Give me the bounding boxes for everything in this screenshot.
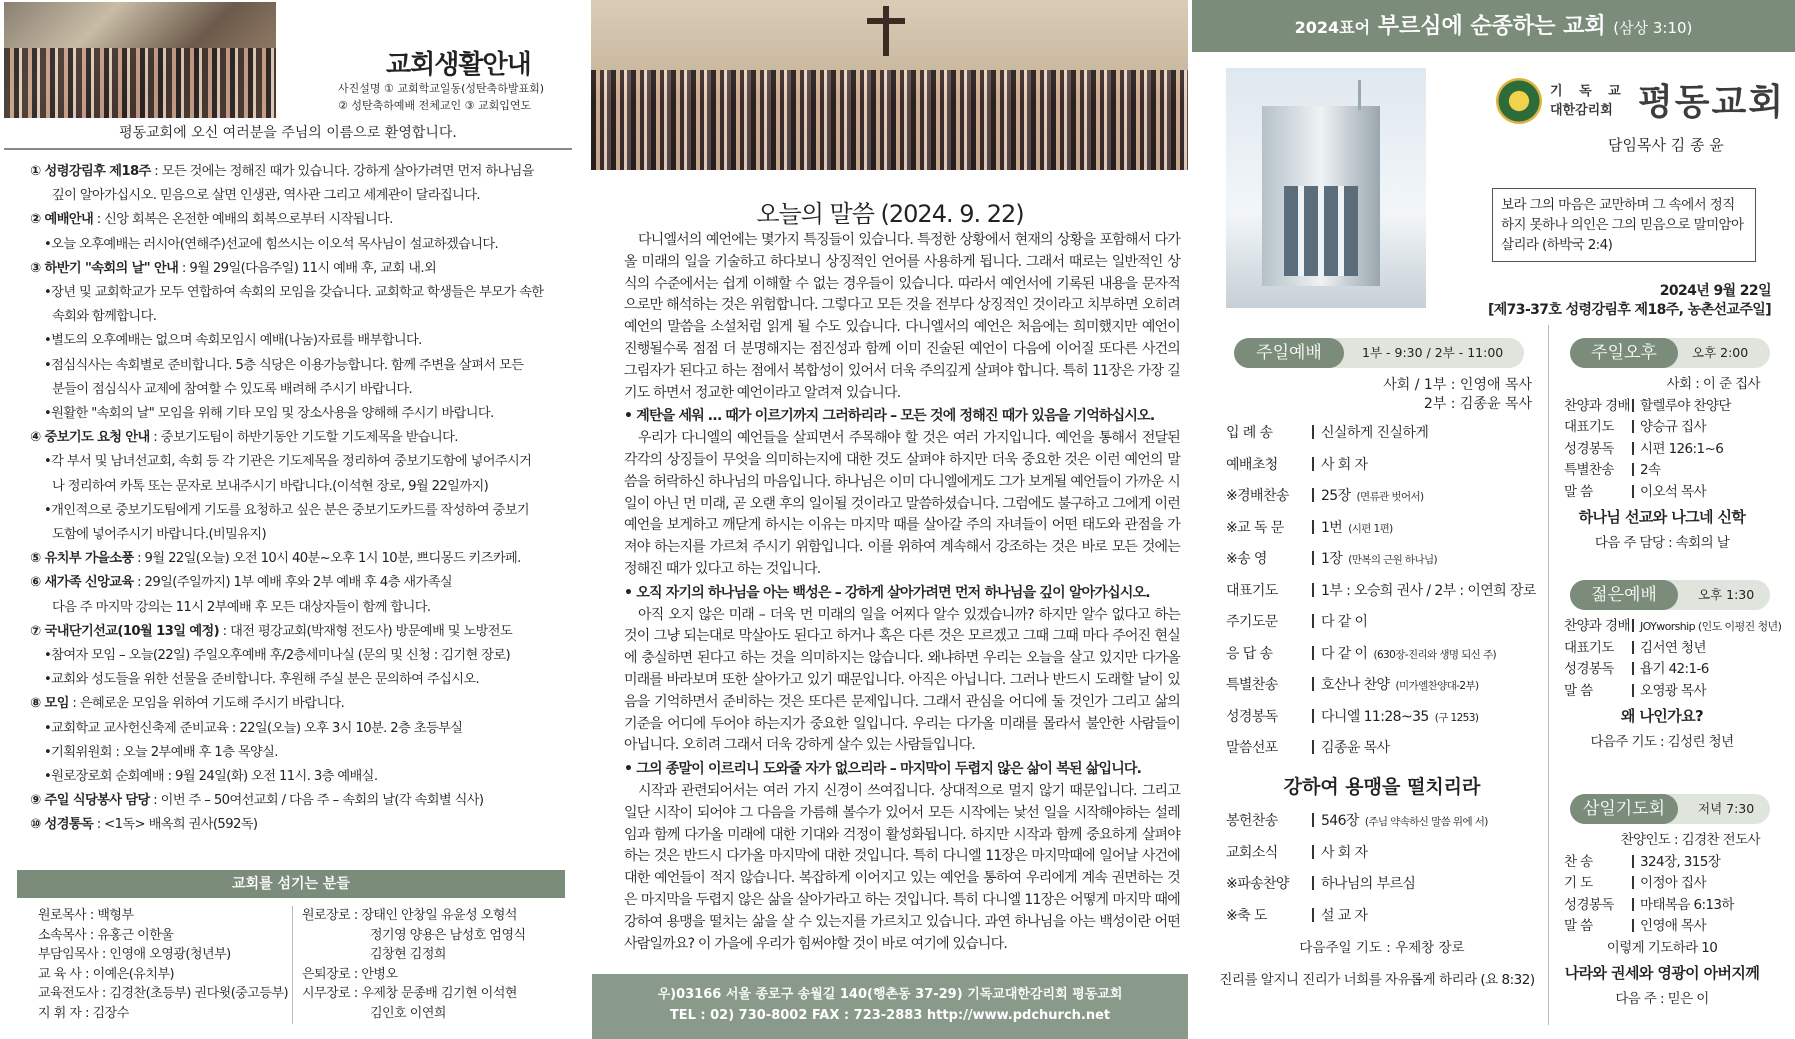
order-value: 오영광 목사 — [1640, 682, 1706, 699]
announcement-heading: ④ 중보기도 요청 안내 — [30, 430, 150, 446]
announcement-line — [30, 329, 570, 353]
order-row — [1564, 681, 1781, 703]
order-label: ※교 독 문 — [1226, 519, 1284, 536]
order-label: 기 도 — [1564, 875, 1593, 891]
order-label: 봉헌찬송 — [1226, 813, 1278, 829]
order-value: 다니엘 11:28~35 — [1321, 708, 1429, 725]
announcement-text: •각 부서 및 남녀선교회, 속회 등 각 기관은 기도제목을 정리하여 중보기도함에 넣어주시거 — [44, 454, 532, 470]
order-row — [1564, 852, 1760, 874]
announcement-text: •점심식사는 속회별로 준비합니다. 5층 식당은 이용가능합니다. 함께 주변을 살펴서 모든 — [44, 357, 524, 373]
announcement-list — [30, 160, 570, 838]
announcement-text: 분들이 점심식사 교제에 참여할 수 있도록 배려해 주시기 바랍니다. — [52, 381, 413, 397]
order-value: 시편 126:1~6 — [1640, 440, 1724, 457]
announcement-text: 도함에 넣어주시기 바랍니다.(비밀유지) — [52, 527, 267, 543]
announcement-heading: ⑩ 성경통독 — [30, 817, 94, 833]
order-value: 설 교 자 — [1321, 907, 1368, 924]
announcement-text: •별도의 오후예배는 없으며 속회모임시 예배(나눔)자료를 배부합니다. — [44, 333, 422, 349]
order-label: 성경봉독 — [1226, 708, 1278, 725]
denomination: 기 독 교 대한감리회 — [1550, 84, 1627, 118]
church-name: 평동교회 — [1638, 82, 1786, 123]
announcement-text: •교회와 성도들을 위한 선물을 준비합니다. 후원해 주실 분은 문의하여 주십시오. — [44, 672, 480, 688]
order-label: ※경배찬송 — [1226, 488, 1289, 504]
order-label: 대표기도 — [1564, 419, 1614, 435]
youth-order — [1564, 616, 1781, 753]
divider-bar — [1312, 425, 1314, 439]
staff-list-right — [302, 906, 526, 1023]
divider-bar — [1632, 619, 1634, 632]
order-row — [1226, 702, 1536, 734]
staff-section-header: 교회를 섬기는 분들 — [17, 870, 565, 898]
staff-line: 원로목사 : 백형부 — [38, 908, 134, 923]
sunday-hosts: 사회 / 1부 : 인영애 목사 2부 : 김종윤 목사 — [1383, 377, 1532, 412]
afternoon-service-header: 주일오후 오후 2:00 — [1570, 338, 1770, 368]
contact-line: TEL : 02) 730-8002 FAX : 723-2883 http://www.pdchurch.net — [669, 1008, 1111, 1023]
announcement-line — [30, 620, 570, 644]
service-sermon-title: 왜 나인가요? — [1620, 707, 1704, 725]
afternoon-order — [1564, 374, 1760, 554]
church-building-image — [1226, 68, 1426, 308]
closing-verse: 진리를 알지니 진리가 너희를 자유롭게 하리라 (요 8:32) — [1219, 972, 1535, 988]
divider — [1548, 325, 1549, 1025]
order-row — [1226, 544, 1536, 576]
order-row — [1226, 838, 1488, 870]
order-label: 말 씀 — [1564, 682, 1593, 699]
motto-bar: 2024표어 부르심에 순종하는 교회 (삼상 3:10) — [1192, 0, 1795, 52]
order-row — [1226, 576, 1536, 608]
order-note: (구 1253) — [1434, 711, 1479, 724]
verse-box: 보라 그의 마음은 교만하며 그 속에서 정직하지 못하나 의인은 그의 믿음으로 말미암아 살리라 (하박국 2:4) — [1492, 188, 1756, 262]
announcement-line — [30, 233, 570, 257]
sermon-series: 이렇게 기도하라 10 — [1606, 939, 1718, 956]
order-label: 찬양과 경배 — [1564, 618, 1630, 634]
announcement-line — [30, 813, 570, 837]
sermon-heading: 강하여 용맹을 떨치리라 — [1283, 776, 1481, 798]
divider-bar — [1632, 855, 1634, 868]
order-row — [1564, 439, 1760, 461]
order-value: 25장 — [1321, 488, 1351, 504]
divider-bar — [1312, 457, 1314, 471]
order-value: 사 회 자 — [1321, 844, 1368, 861]
announcement-line — [30, 305, 570, 329]
order-row — [1564, 482, 1760, 504]
order-label: 성경봉독 — [1564, 896, 1614, 913]
divider-bar — [1312, 845, 1314, 859]
order-value: 이정아 집사 — [1640, 875, 1706, 891]
announcement-text: •교회학교 교사헌신축제 준비교육 : 22일(오늘) 오후 3시 10분. 2층 초등부실 — [44, 720, 463, 736]
divider-bar — [1312, 583, 1314, 597]
order-value: 양승규 집사 — [1640, 419, 1706, 435]
staff-line: 소속목사 : 유홍근 이한울 — [38, 927, 174, 943]
staff-line: 교 육 사 : 이예은(유치부) — [38, 966, 175, 982]
order-value: 324장, 315장 — [1640, 853, 1721, 870]
divider-bar — [1632, 876, 1634, 889]
group-photo-small — [4, 2, 276, 118]
announcement-text: : 신앙 회복은 온전한 예배의 회복으로부터 시작됩니다. — [93, 212, 393, 228]
announcement-heading: ⑨ 주일 식당봉사 담당 — [30, 793, 150, 809]
order-row — [1564, 616, 1781, 638]
announcement-line — [30, 402, 570, 426]
order-label: 말 씀 — [1564, 918, 1593, 934]
announcement-line — [30, 475, 570, 499]
order-label: 교회소식 — [1226, 844, 1278, 861]
announcement-text: •기획위원회 : 오늘 2부예배 후 1층 목양실. — [44, 744, 278, 760]
announcement-heading: ⑥ 새가족 신앙교육 — [30, 575, 134, 591]
order-row — [1226, 806, 1488, 838]
order-row — [1226, 869, 1488, 901]
next-prayer: 다음주일 기도 : 우제창 장로 — [1299, 940, 1465, 956]
order-value: 할렐루야 찬양단 — [1640, 397, 1731, 414]
order-row — [1226, 733, 1536, 765]
announcement-line — [30, 571, 570, 595]
announcement-text: : 모든 것에는 정해진 때가 있습니다. 강하게 살아가려면 먼저 하나님을 — [150, 164, 534, 179]
divider-bar — [1312, 614, 1314, 628]
sermon-subheading: • 계탄을 세워 … 때가 이르기까지 그러하리라 – 모든 것에 정해진 때가 있음을 기억하십시오. — [624, 408, 1155, 425]
order-label: 응 답 송 — [1226, 645, 1273, 662]
sermon-text — [624, 230, 1180, 955]
announcement-line — [30, 717, 570, 741]
order-label: 특별찬송 — [1226, 677, 1278, 693]
divider-bar — [1312, 908, 1314, 922]
order-value: 1장 — [1321, 551, 1343, 567]
announcement-text: •개인적으로 중보기도팀에게 기도를 요청하고 싶은 분은 중보기도카드를 작성하여 중보기 — [44, 502, 530, 518]
order-note: (630장-진리와 생명 되신 주) — [1373, 648, 1497, 661]
divider-bar — [1312, 813, 1314, 827]
order-label: 성경봉독 — [1564, 440, 1614, 457]
announcement-line — [30, 596, 570, 620]
order-note: (면류관 벗어서) — [1356, 491, 1424, 503]
panel-church-life — [0, 0, 580, 1039]
announcement-text: •원활한 "속회의 날" 모임을 위해 기타 모임 및 장소사용을 양해해 주시기 바랍니다. — [44, 406, 494, 422]
announcement-line — [30, 160, 570, 184]
panel-worship-order — [1192, 0, 1795, 1039]
order-value: 마태복음 6:13하 — [1640, 896, 1734, 913]
service-host: 찬양인도 : 김경찬 전도사 — [1620, 832, 1760, 848]
divider-bar — [1632, 898, 1634, 911]
order-row — [1564, 916, 1760, 938]
order-value: JOYworship (인도 이평진 청년) — [1640, 620, 1782, 633]
wednesday-order — [1564, 830, 1760, 1010]
staff-line: 교육전도사 : 김경찬(초등부) 권다윗(중고등부) — [38, 986, 289, 1001]
announcement-text: : <1독> 배옥희 권사(592독) — [93, 817, 258, 833]
divider-bar — [1312, 677, 1314, 691]
staff-line: 시무장로 : 우제창 문종배 김기현 이석현 — [302, 986, 517, 1001]
order-row — [1226, 607, 1536, 639]
announcement-line — [30, 547, 570, 571]
divider-bar — [1632, 463, 1634, 476]
order-value: 김종윤 목사 — [1321, 740, 1390, 756]
announcement-text: : 대전 평강교회(박재형 전도사) 방문예배 및 노방전도 — [219, 623, 513, 639]
announcement-text: : 29일(주일까지) 1부 예배 후와 2부 예배 후 4층 새가족실 — [133, 575, 452, 591]
announcement-heading: ③ 하반기 "속회의 날" 안내 — [30, 260, 179, 276]
staff-line: 정기영 양용은 남성호 엄영식 — [370, 927, 526, 943]
sunday-order-closing — [1226, 806, 1488, 932]
announcement-text: •참여자 모임 – 오늘(22일) 주일오후예배 후/2층세미나실 (문의 및 신청 : 김기현 장로) — [44, 648, 511, 664]
order-row — [1564, 396, 1760, 418]
order-label: 예배초청 — [1226, 456, 1278, 473]
announcement-text: : 이번 주 – 50여선교회 / 다음 주 – 속회의 날(각 속회별 식사) — [149, 793, 484, 809]
order-row — [1226, 450, 1536, 482]
announcement-line — [30, 450, 570, 474]
announcement-text: 다음 주 마지막 강의는 11시 2부예배 후 모든 대상자들이 함께 합니다. — [52, 599, 431, 615]
announcement-text: : 9월 29일(다음주일) 11시 예배 후, 교회 내.외 — [178, 260, 437, 276]
panel-sermon — [588, 0, 1192, 1039]
divider-bar — [1312, 876, 1314, 890]
order-label: 말 씀 — [1564, 483, 1593, 500]
divider-bar — [1632, 684, 1634, 697]
next-duty: 다음 주 담당 : 속회의 날 — [1594, 534, 1730, 551]
methodist-logo-icon — [1496, 78, 1542, 124]
divider-bar — [1632, 399, 1634, 412]
staff-line: 김인호 이연희 — [370, 1005, 446, 1021]
order-row — [1226, 513, 1536, 545]
announcement-text: 깊이 알아가십시오. 믿음으로 살면 인생관, 역사관 그리고 세계관이 달라집니다. — [52, 188, 480, 204]
order-value: 이오석 목사 — [1640, 483, 1706, 500]
announcement-line — [30, 354, 570, 378]
service-sermon-title: 나라와 권세와 영광이 아버지께 — [1564, 964, 1760, 982]
announcement-line — [30, 208, 570, 232]
announcement-heading: ⑧ 모임 — [30, 696, 69, 712]
next-duty: 다음주 기도 : 김성린 청년 — [1590, 733, 1734, 750]
wednesday-prayer-header: 삼일기도회 저녁 7:30 — [1570, 794, 1770, 824]
order-note: (만복의 근원 하나님) — [1348, 554, 1438, 566]
announcement-text: : 은혜로운 모임을 위하여 기도해 주시기 바랍니다. — [68, 696, 345, 712]
announcement-line — [30, 378, 570, 402]
order-value: 1부 : 오승희 권사 / 2부 : 이연희 장로 — [1321, 582, 1536, 599]
sermon-subheading: • 오직 자기의 하나님을 아는 백성은 – 강하게 살아가려면 먼저 하나님을 깊이 알아가십시오. — [624, 584, 1150, 601]
order-value: 546장 — [1321, 813, 1359, 829]
order-row — [1564, 460, 1760, 482]
staff-list-left — [38, 906, 288, 1023]
staff-line: 원로장로 : 장태인 안창일 유윤성 오형석 — [302, 908, 517, 923]
announcement-line — [30, 281, 570, 305]
order-value: 2속 — [1640, 462, 1661, 478]
church-address-footer — [592, 974, 1188, 1039]
sermon-paragraph: 다니엘서의 예언에는 몇가지 특징들이 있습니다. 특정한 상황에서 현재의 상황을 포함해서 다가올 미래의 일을 기술하고 하다보니 상징적인 언어를 사용하게 됩니다. 그래서 때로는 일반적인 상식의 수준에서는 쉽게 이해할 수 없는 경우들이 있습니다. 따라서 예언서에 기록된 내용을 문자적으로만 해석하는 것은 위험합니다. 그렇다고 모든 것을 전부다 상징적인 것이라고 치부하면 오히려 예언의 말씀을 소설처럼 읽게 될 수도 있습니다. 다니엘서의 예언은 처음에는 희미했지만 예언이 진행될수록 점점 더 분명해지는 점진성과 함께 이미 진술된 예언이 다음에 이어질 또다른 사건의 그림자가 된다고 하는 점에서 복합성이 있어서 더욱 주의깊게 살펴야 합니다. 특히 11장은 가장 길기도 하면서 정교한 예언이라고 알려져 있습니다. — [624, 232, 1180, 401]
sermon-subheading: • 그의 종말이 이르리니 도와줄 자가 없으리라 – 마지막이 두렵지 않은 삶이 복된 삶입니다. — [624, 761, 1142, 778]
order-value: 다 같 이 — [1321, 614, 1368, 630]
announcement-line — [30, 184, 570, 208]
order-label: ※파송찬양 — [1226, 876, 1289, 892]
announcement-text: •원로장로회 순회예배 : 9월 24일(화) 오전 11시. 3층 예배실. — [44, 769, 378, 785]
order-label: 특별찬송 — [1564, 462, 1614, 478]
announcement-text: 나 정리하여 카톡 또는 문자로 보내주시기 바랍니다.(이석현 장로, 9월 22일까지) — [52, 478, 489, 494]
announcement-line — [30, 765, 570, 789]
divider-bar — [1312, 488, 1314, 502]
order-note: (미가엘찬양대-2부) — [1395, 680, 1479, 692]
order-value: 인영애 목사 — [1640, 918, 1706, 934]
announcement-text: : 중보기도팀이 하반기동안 기도할 기도제목을 받습니다. — [149, 430, 458, 446]
sermon-title: 오늘의 말씀 (2024. 9. 22) — [756, 200, 1024, 228]
announcement-line — [30, 789, 570, 813]
order-value: 신실하게 진실하게 — [1321, 425, 1429, 441]
order-row — [1564, 873, 1760, 895]
sermon-paragraph: 우리가 다니엘의 예언들을 살피면서 주목해야 할 것은 여러 가지입니다. 예언을 통해서 전달된 각각의 상징들이 무엇을 의미하는지에 대한 것도 살펴야 하지만 더욱 중요한 것은 이런 예언의 말씀을 허락하신 하나님의 마음입니다. 하나님은 이미 다니엘에게도 그가 보게될 예언들이 가까운 시일이 아닌 먼 미래, 곧 오랜 후의 일이될 것이라고 말씀하셨습니다. 그럼에도 불구하고 그에게 이런 예언을 보게하고 깨닫게 하시는 이유는 마지막 때를 살아갈 주의 자녀들이 어떤 태도와 관점을 가져야 하는지를 가르쳐 주시기 위함입니다. 이를 위하여 계속해서 강조하는 것은 바로 모든 것에는 정해진 때가 있다고 하는 것입니다. — [624, 430, 1180, 577]
divider-bar — [1312, 646, 1314, 660]
sermon-paragraph: 아직 오지 않은 미래 – 더욱 먼 미래의 일을 어찌다 알수 있겠습니까? 하지만 알수 없다고 하는 것이 그냥 되는대로 막살아도 된다고 하거나 혹은 다른 것은 모르겠고 그때 그때 마다 주어진 현실에 충실하면 된다고 하는 것을 의미하지는 않습니다. 왜냐하면 우리는 오늘을 살고 있지만 다가올 미래를 바라보며 또한 살아가고 있기 때문입니다. 아직은 아닙니다. 그러나 반드시 도래할 날이 있음을 기억하면서 준비하는 것은 또다른 문제입니다. 그래서 관심을 어디에 둘 것인가 그리고 삶의 기준을 어디에 두어야 하는지가 중요한 일입니다. 우리는 다가올 미래를 몰라서 불안한 사람들이 아닙니다. 오히려 그래서 더욱 강하게 살수 있는 사람들입니다. — [624, 606, 1180, 754]
order-note: (주님 약속하신 말씀 위에 서) — [1364, 816, 1488, 828]
divider-bar — [1312, 709, 1314, 723]
announcement-text: •오늘 오후예배는 러시아(연해주)선교에 힘쓰시는 이오석 목사님이 설교하겠습니다. — [44, 236, 499, 252]
order-value: 1번 — [1321, 519, 1343, 536]
sermon-paragraph: 시작과 관련되어서는 여러 가지 신경이 쓰여집니다. 상대적으로 멀지 않기 때문입니다. 그리고 일단 시작이 되어야 그 다음을 가름해 볼수가 있어서 모든 시작에는 낯선 일을 시작해야하는 설레임과 함께 다가올 미래에 대한 기대와 걱정이 활성화됩니다. 하지만 시작과 함께 중요하게 살펴야 하는 것은 반드시 다가올 마지막에 대한 것입니다. 특히 다니엘 11장은 마지막때에 일어날 사건에 대한 예언들이 적지 않습니다. 복잡하게 이어지고 있는 예언을 통하여 우리에게 계속 권면하는 것은 마지막을 두렵지 않은 삶을 살아가라고 하는 것입니다. 특히 다니엘 11장은 어떻게 마지막 때에 강하여 용맹을 떨치는 삶을 살 수 있는지를 가르치고 있습니다. 과연 하나님을 아는 백성이란 어떤 사람일까요? 이 가을에 우리가 힘써야할 것이 바로 여기에 있습니다. — [624, 782, 1180, 952]
announcement-text: •장년 및 교회학교가 모두 연합하여 속회의 모임을 갖습니다. 교회학교 학생들은 부모가 속한 — [44, 285, 544, 301]
divider-bar — [1632, 420, 1634, 433]
order-label: 성경봉독 — [1564, 661, 1614, 677]
announcement-heading: ⑦ 국내단기선교(10월 13일 예정) — [30, 623, 220, 639]
welcome-message: 평동교회에 오신 여러분을 주님의 이름으로 환영합니다. — [4, 122, 572, 150]
divider-bar — [1632, 442, 1634, 455]
order-row — [1226, 670, 1536, 702]
order-label: 입 례 송 — [1226, 425, 1273, 441]
order-value: 김서연 청년 — [1640, 639, 1706, 656]
service-sermon-title: 하나님 선교와 나그네 신학 — [1578, 508, 1746, 526]
group-photo-large — [591, 0, 1188, 170]
staff-line: 지 휘 자 : 김장수 — [38, 1005, 129, 1021]
order-value: 호산나 찬양 — [1321, 677, 1390, 693]
order-value: 사 회 자 — [1321, 456, 1368, 473]
divider-bar — [1312, 551, 1314, 565]
announcement-line — [30, 499, 570, 523]
announcement-line — [30, 426, 570, 450]
service-host: 사회 : 이 준 집사 — [1666, 376, 1760, 392]
order-label: 찬 송 — [1564, 853, 1593, 870]
announcement-line — [30, 668, 570, 692]
bulletin-date: 2024년 9월 22일 [제73-37호 성령강림후 제18주, 농촌선교주일] — [1487, 283, 1771, 318]
divider-bar — [1632, 662, 1634, 675]
announcement-text: : 9월 22일(오늘) 오전 10시 40분~오후 1시 10분, 쁘디몽드 키즈카페. — [133, 551, 521, 567]
order-label: 찬양과 경배 — [1564, 397, 1630, 414]
next-duty: 다음 주 : 믿은 이 — [1615, 990, 1709, 1007]
order-row — [1226, 418, 1536, 450]
order-row — [1564, 659, 1781, 681]
order-label: 주기도문 — [1226, 614, 1278, 630]
church-life-title: 교회생활안내 — [386, 50, 531, 80]
staff-line: 김창현 김정희 — [370, 947, 446, 962]
announcement-text: 속회와 함께합니다. — [52, 309, 157, 325]
sunday-service-header: 주일예배 1부 - 9:30 / 2부 - 11:00 — [1234, 338, 1524, 368]
divider-bar — [1312, 520, 1314, 534]
announcement-line — [30, 692, 570, 716]
divider-bar — [1632, 919, 1634, 932]
order-label: 대표기도 — [1564, 639, 1614, 656]
divider-bar — [1312, 740, 1314, 754]
youth-service-header: 젊은예배 오후 1:30 — [1570, 580, 1770, 610]
sunday-order — [1226, 418, 1536, 765]
senior-pastor: 담임목사 김 종 윤 — [1608, 136, 1724, 154]
staff-line: 부담임목사 : 인영애 오영광(청년부) — [38, 947, 231, 962]
announcement-line — [30, 523, 570, 547]
order-value: 하나님의 부르심 — [1321, 876, 1416, 892]
announcement-heading: ⑤ 유치부 가을소풍 — [30, 551, 134, 567]
photo-caption: 사진설명 ① 교회학교일동(성탄축하발표회) ② 성탄축하예배 전체교인 ③ 교회입연도 — [338, 82, 545, 112]
announcement-line — [30, 644, 570, 668]
order-row — [1226, 639, 1536, 671]
divider-bar — [1632, 485, 1634, 498]
announcement-line — [30, 257, 570, 281]
order-row — [1564, 417, 1760, 439]
order-row — [1226, 901, 1488, 933]
order-label: ※송 영 — [1226, 551, 1267, 567]
order-value: 다 같 이 — [1321, 645, 1368, 662]
order-note: (시편 1편) — [1348, 522, 1393, 535]
order-value: 욥기 42:1-6 — [1640, 661, 1709, 677]
announcement-line — [30, 741, 570, 765]
order-row — [1564, 638, 1781, 660]
order-row — [1564, 895, 1760, 917]
order-label: 대표기도 — [1226, 582, 1278, 599]
staff-line: 은퇴장로 : 안병오 — [302, 966, 398, 982]
order-label: ※축 도 — [1226, 907, 1267, 924]
order-row — [1226, 481, 1536, 513]
order-label: 말씀선포 — [1226, 740, 1278, 756]
divider-bar — [1632, 641, 1634, 654]
announcement-heading: ② 예배안내 — [30, 212, 94, 228]
divider — [292, 906, 293, 1024]
announcement-heading: ① 성령강림후 제18주 — [30, 164, 151, 179]
address-line: 우)03166 서울 종로구 송월길 140(행촌동 37-29) 기독교대한감리회 평동교회 — [657, 987, 1123, 1002]
